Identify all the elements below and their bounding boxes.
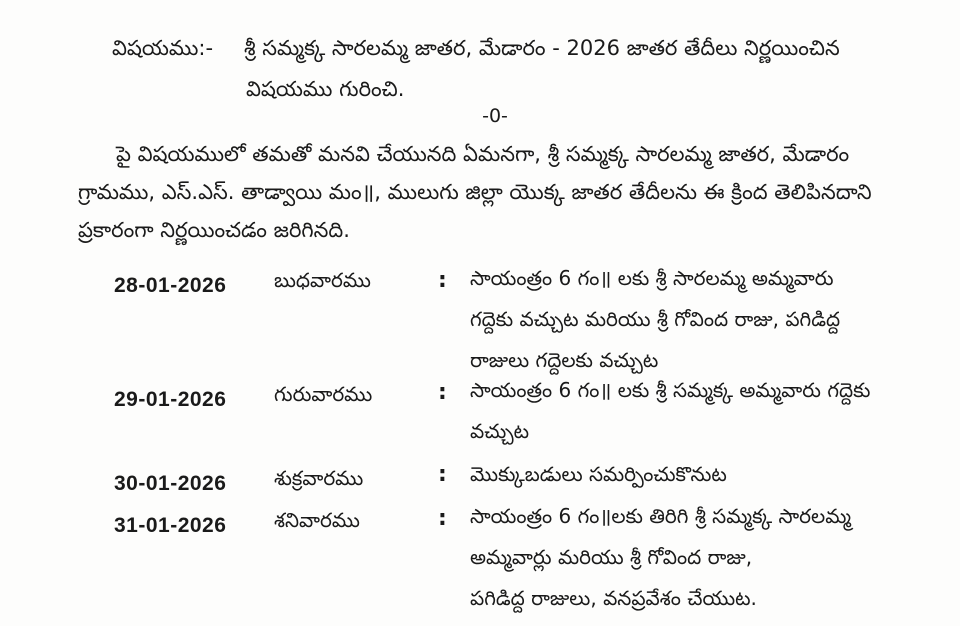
entry-date: 31-01-2026 [114, 514, 227, 537]
description-line: పగిడిద్ద రాజులు, వనప్రవేశం చేయుట. [470, 586, 757, 610]
section-separator: -0- [482, 105, 508, 127]
entry-description [470, 496, 851, 619]
entry-day: గురువారము [274, 382, 373, 406]
entry-day: శుక్రవారము [274, 466, 364, 490]
entry-colon: : [438, 506, 447, 531]
entry-description [470, 370, 870, 452]
entry-date: 29-01-2026 [114, 388, 227, 411]
body-paragraph [78, 135, 938, 249]
entry-description [470, 454, 727, 495]
subject-label: విషయము:- [112, 36, 214, 60]
entry-colon: : [438, 380, 447, 405]
description-line: రాజులు గద్దెలకు వచ్చుట [470, 348, 659, 372]
paragraph-line: పై విషయములో తమతో మనవి చేయునది ఏమనగా, శ్రీ సమ్మక్క సారలమ్మ జాతర, మేడారం [116, 142, 850, 166]
entry-day: శనివారము [274, 508, 360, 532]
description-line: అమ్మవార్లు మరియు శ్రీ గోవింద రాజు, [470, 545, 753, 569]
entry-date: 28-01-2026 [114, 274, 227, 297]
paragraph-line: ప్రకారంగా నిర్ణయించడం జరిగినది. [78, 218, 350, 242]
description-line: వచ్చుట [470, 419, 530, 443]
description-line: గద్దెకు వచ్చుట మరియు శ్రీ గోవింద రాజు, పగిడిద్ద [470, 307, 841, 331]
entry-description [470, 258, 840, 381]
entry-date: 30-01-2026 [114, 472, 227, 495]
description-line: సాయంత్రం 6 గం॥ లకు శ్రీ సమ్మక్క అమ్మవారు గద్దెకు [470, 378, 871, 402]
entry-colon: : [438, 462, 447, 487]
description-line: సాయంత్రం 6 గం॥ లకు శ్రీ సారలమ్మ అమ్మవారు [470, 266, 834, 290]
entry-colon: : [438, 268, 447, 293]
entry-day: బుధవారము [274, 268, 371, 292]
subject-text: శ్రీ సమ్మక్క సారలమ్మ జాతర, మేడారం - 2026 జాతర తేదీలు నిర్ణయించిన [244, 36, 840, 60]
paragraph-line: గ్రామము, ఎస్.ఎస్. తాడ్వాయి మం॥, ములుగు జిల్లా యొక్క జాతర తేదీలను ఈ క్రింద తెలిపినదాని [78, 180, 872, 204]
subject-continuation: విషయము గురించి. [246, 77, 405, 101]
subject-line [112, 30, 840, 66]
description-line: మొక్కుబడులు సమర్పించుకొనుట [470, 462, 727, 486]
description-line: సాయంత్రం 6 గం॥లకు తిరిగి శ్రీ సమ్మక్క సారలమ్మ [470, 504, 852, 528]
